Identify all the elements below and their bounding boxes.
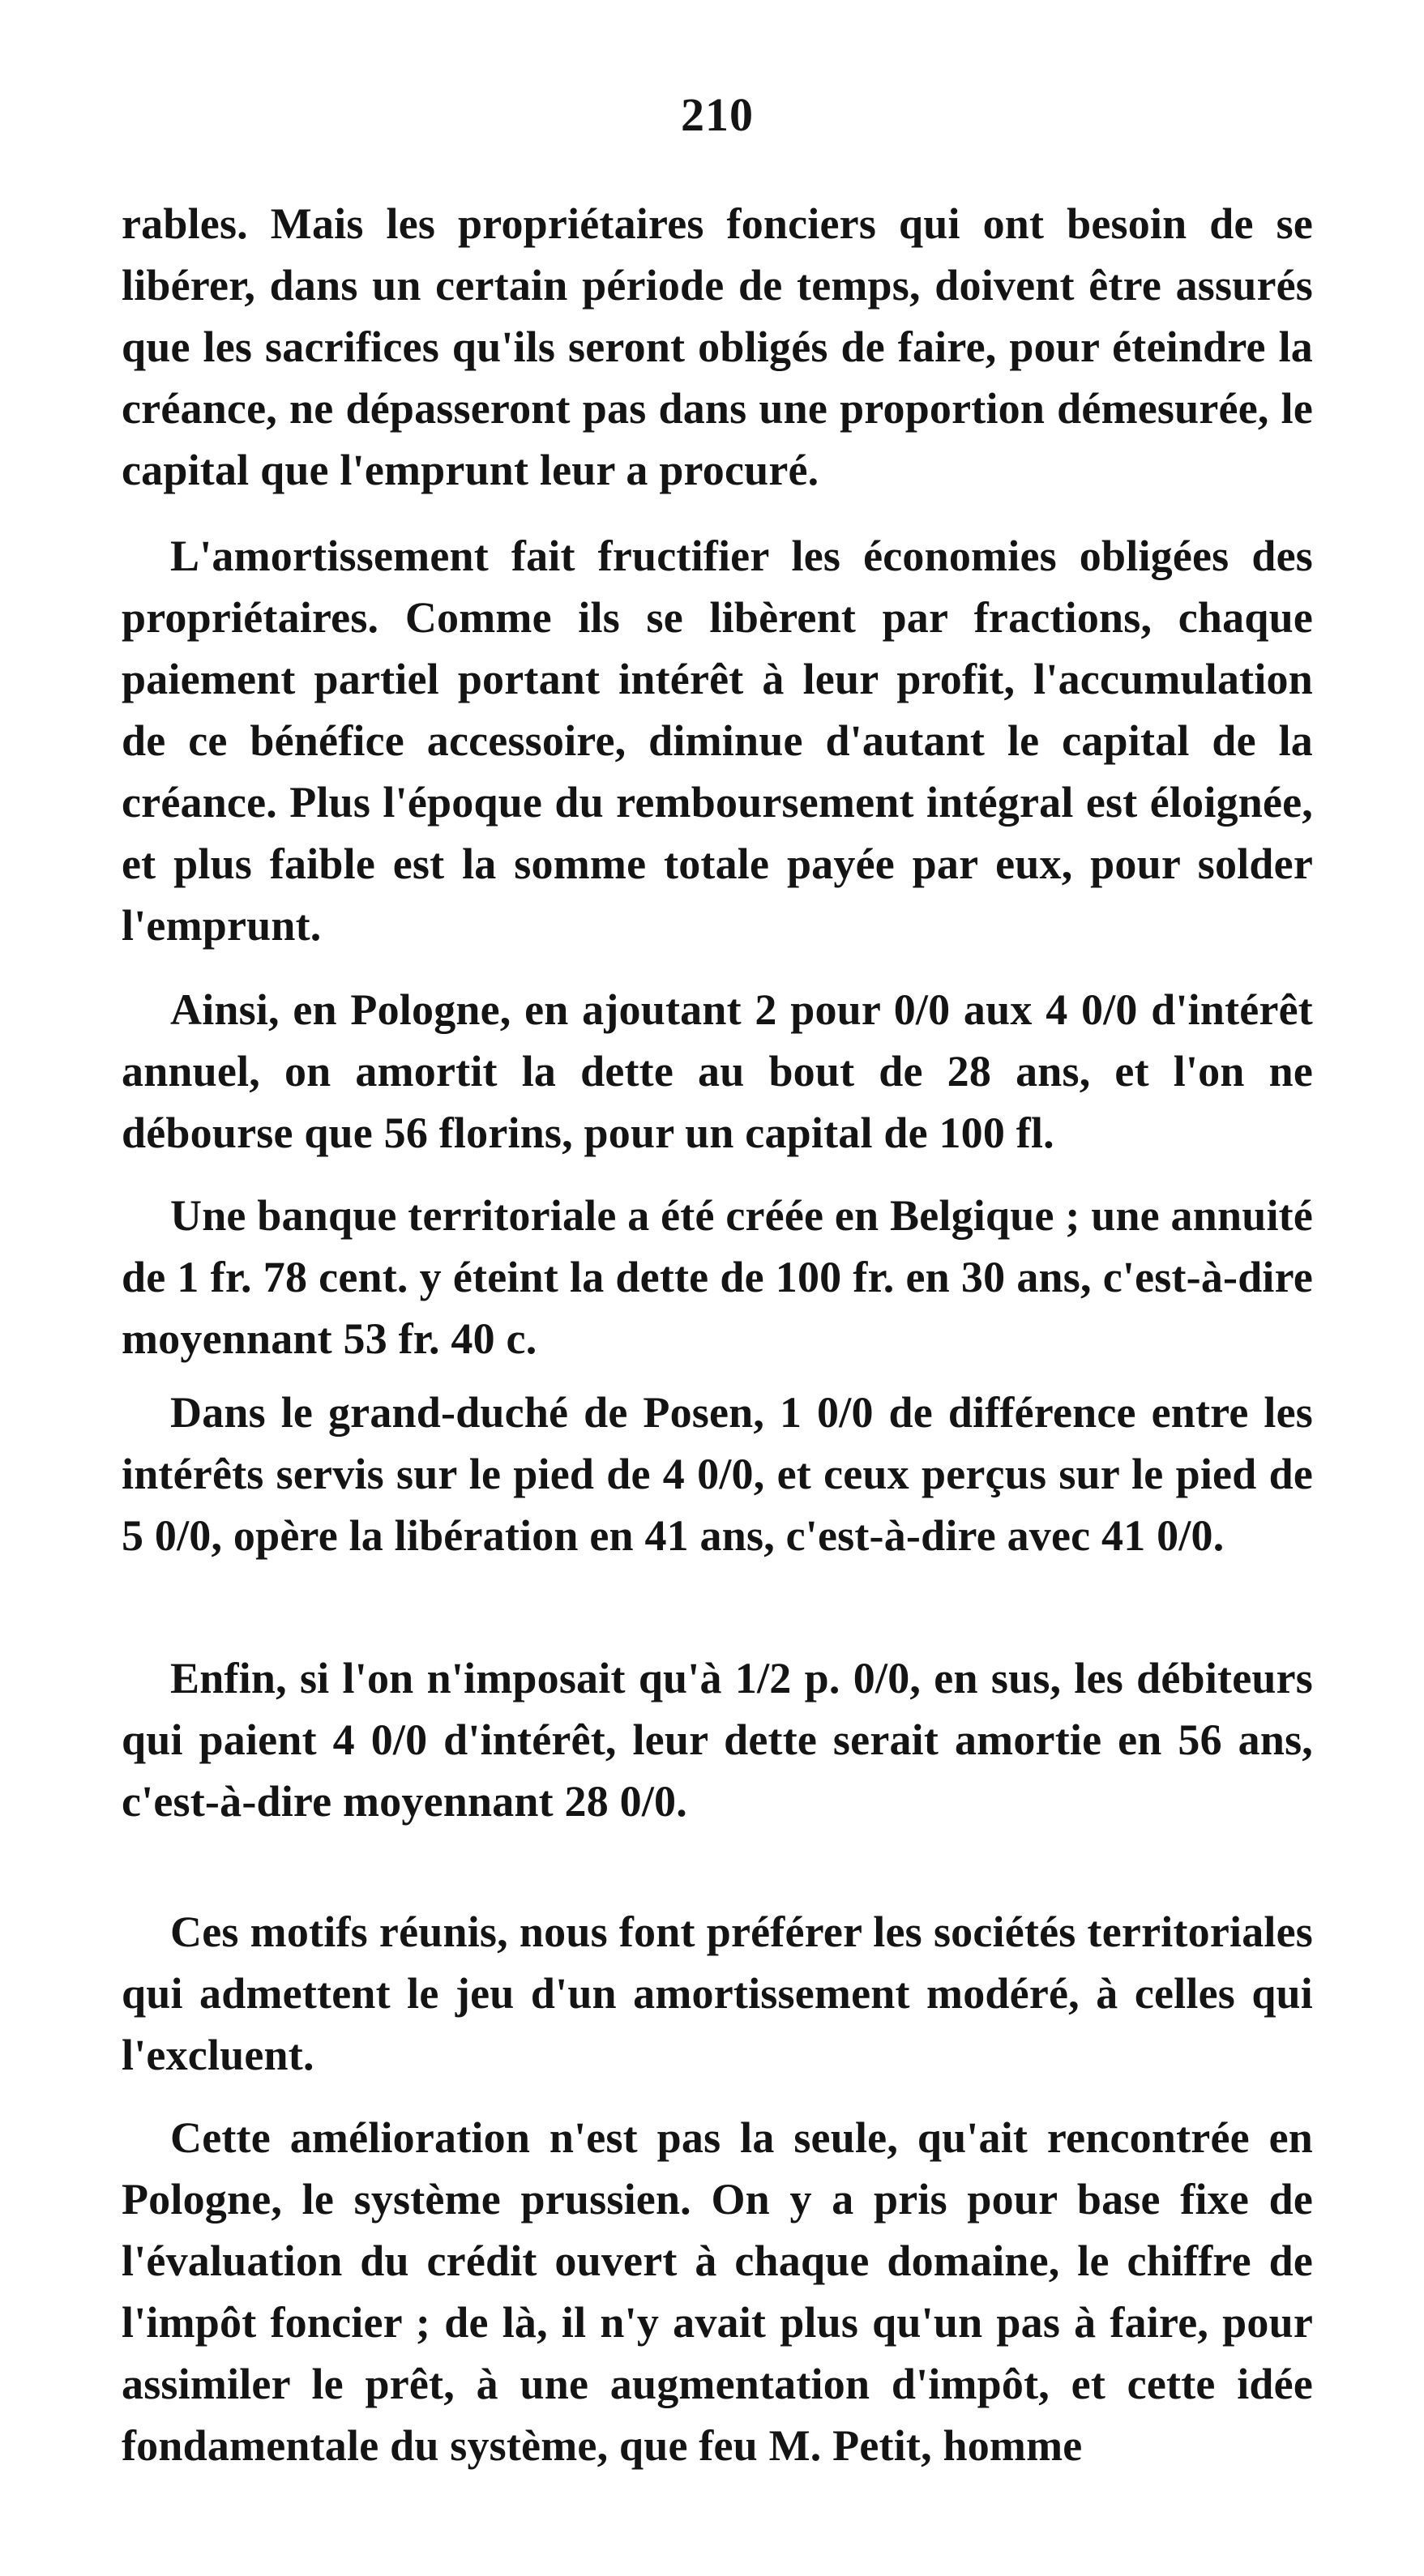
paragraph-motifs: Ces motifs réunis, nous font préférer les sociétés territoriales qui admettent le jeu d'un amortissement modéré, à celles qui l'excluent. bbox=[122, 1907, 1313, 2079]
paragraph-amortissement: L'amortissement fait fructifier les économies obligées des propriétaires. Comme ils se libèrent par fractions, chaque paiement partiel portant intérêt à leur profit, l'accumulation de ce bénéfice accessoire, diminue d'autant le capital de la créance. Plus l'époque du remboursement intégral est éloignée, et plus faible est la somme totale payée par eux, pour solder l'emprunt. bbox=[122, 532, 1313, 950]
paragraph-enfin: Enfin, si l'on n'imposait qu'à 1/2 p. 0/0, en sus, les débiteurs qui paient 4 0/0 d'intérêt, leur dette serait amortie en 56 ans, c'est-à-dire moyennant 28 0/0. bbox=[122, 1654, 1313, 1826]
paragraph-pologne: Ainsi, en Pologne, en ajoutant 2 pour 0/0 aux 4 0/0 d'intérêt annuel, on amortit la dette au bout de 28 ans, et l'on ne débourse que 56 florins, pour un capital de 100 fl. bbox=[122, 985, 1313, 1157]
paragraph-posen: Dans le grand-duché de Posen, 1 0/0 de différence entre les intérêts servis sur le pied de 4 0/0, et ceux perçus sur le pied de 5 0/0, opère la libération en 41 ans, c'est-à-dire avec 41 0/0. bbox=[122, 1388, 1313, 1560]
paragraph-continuation: rables. Mais les propriétaires fonciers qui ont besoin de se libérer, dans un certain période de temps, doivent être assurés que les sacrifices qu'ils seront obligés de faire, pour éteindre la créance, ne dépasseront pas dans une proportion démesurée, le capital que l'emprunt leur a procuré. bbox=[122, 199, 1313, 494]
paragraph-amelioration: Cette amélioration n'est pas la seule, qu'ait rencontrée en Pologne, le système prussien. On y a pris pour base fixe de l'évaluation du crédit ouvert à chaque domaine, le chiffre de l'impôt foncier ; de là, il n'y avait plus qu'un pas à faire, pour assimiler le prêt, à une augmentation d'impôt, et cette idée fondamentale du système, que feu M. Petit, homme bbox=[122, 2113, 1313, 2470]
document-page bbox=[122, 0, 1313, 2576]
page-number: 210 bbox=[681, 88, 754, 141]
paragraph-belgique: Une banque territoriale a été créée en Belgique ; une annuité de 1 fr. 78 cent. y éteint la dette de 100 fr. en 30 ans, c'est-à-dire moyennant 53 fr. 40 c. bbox=[122, 1191, 1313, 1363]
